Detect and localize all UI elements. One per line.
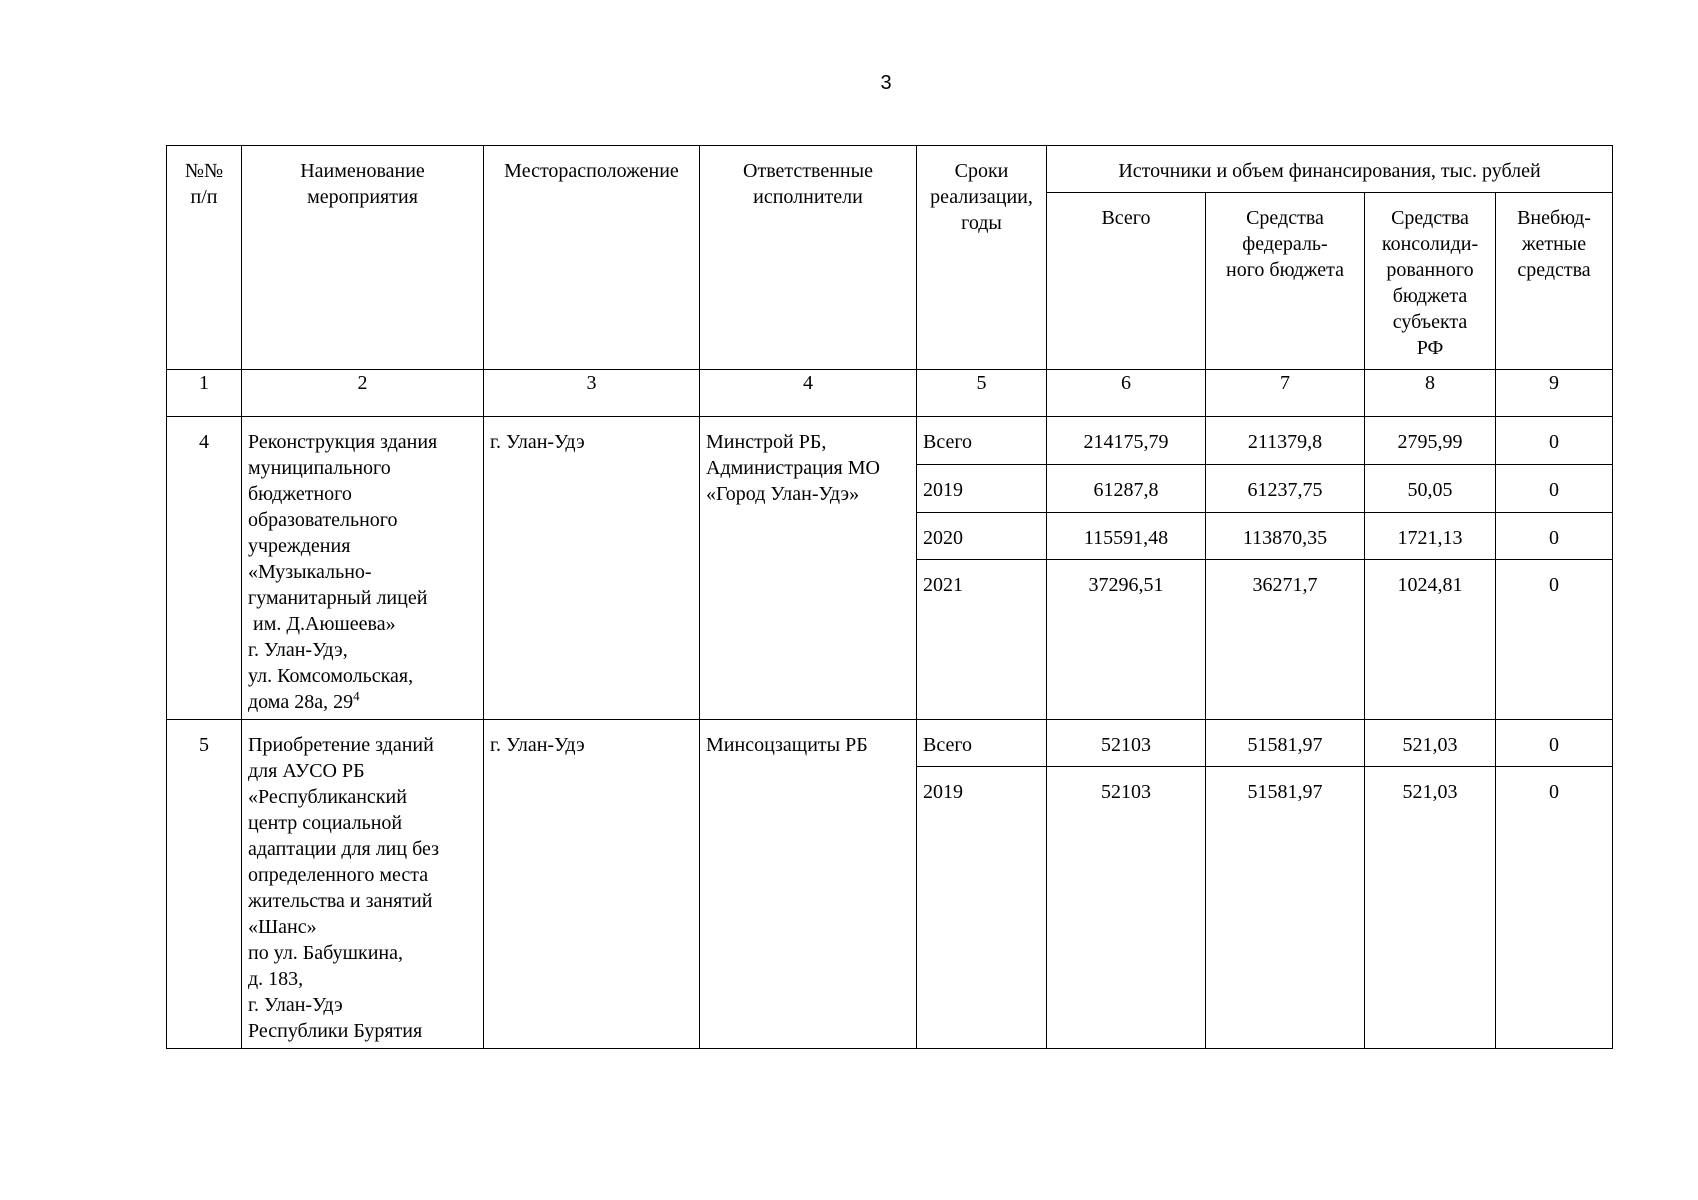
federal-cell: 211379,8 — [1206, 417, 1365, 465]
page-number: 3 — [880, 72, 892, 94]
federal-cell: 51581,97 — [1206, 767, 1365, 1049]
extra-cell: 0 — [1496, 720, 1613, 767]
column-number: 2 — [242, 370, 484, 417]
responsible: Минсоцзащиты РБ — [700, 720, 917, 1049]
federal-cell: 51581,97 — [1206, 720, 1365, 767]
regional-cell: 521,03 — [1365, 720, 1496, 767]
total-cell: 52103 — [1047, 720, 1206, 767]
federal-cell: 113870,35 — [1206, 513, 1365, 560]
regional-cell: 50,05 — [1365, 465, 1496, 513]
header-responsible: Ответственные исполнители — [700, 146, 917, 370]
column-number: 8 — [1365, 370, 1496, 417]
header-extrabudget: Внебюд- жетные средства — [1496, 193, 1613, 370]
column-number: 3 — [484, 370, 700, 417]
column-number: 1 — [167, 370, 242, 417]
total-cell: 37296,51 — [1047, 560, 1206, 720]
column-number: 4 — [700, 370, 917, 417]
header-total: Всего — [1047, 193, 1206, 370]
row-number: 5 — [167, 720, 242, 1049]
header-regional: Средства консолиди- рованного бюджета субъекта РФ — [1365, 193, 1496, 370]
column-number: 5 — [917, 370, 1047, 417]
year-cell: Всего — [917, 417, 1047, 465]
federal-cell: 36271,7 — [1206, 560, 1365, 720]
extra-cell: 0 — [1496, 513, 1613, 560]
table-row — [167, 720, 1613, 767]
federal-cell: 61237,75 — [1206, 465, 1365, 513]
total-cell: 52103 — [1047, 767, 1206, 1049]
extra-cell: 0 — [1496, 417, 1613, 465]
header-federal: Средства федераль- ного бюджета — [1206, 193, 1365, 370]
responsible: Минстрой РБ, Администрация МО «Город Улан-Удэ» — [700, 417, 917, 720]
total-cell: 115591,48 — [1047, 513, 1206, 560]
header-funding-group: Источники и объем финансирования, тыс. рублей — [1047, 146, 1613, 193]
header-terms: Сроки реализации, годы — [917, 146, 1047, 370]
measure-name: Реконструкция здания муниципального бюджетного образовательного учреждения «Музыкально- гуманитарный лицей им. Д.Аюшеева» г. Улан-Удэ, ул. Комсомольская, дома 28а, $29^4$ — [242, 417, 484, 720]
header-num: №№ п/п — [167, 146, 242, 370]
column-number: 7 — [1206, 370, 1365, 417]
header-name: Наименование мероприятия — [242, 146, 484, 370]
year-cell: 2020 — [917, 513, 1047, 560]
row-number: 4 — [167, 417, 242, 720]
table-row — [167, 417, 1613, 465]
extra-cell: 0 — [1496, 465, 1613, 513]
column-number: 9 — [1496, 370, 1613, 417]
extra-cell: 0 — [1496, 560, 1613, 720]
regional-cell: 521,03 — [1365, 767, 1496, 1049]
year-cell: 2021 — [917, 560, 1047, 720]
year-cell: Всего — [917, 720, 1047, 767]
location: г. Улан-Удэ — [484, 417, 700, 720]
total-cell: 214175,79 — [1047, 417, 1206, 465]
regional-cell: 1024,81 — [1365, 560, 1496, 720]
column-number-row — [167, 370, 1613, 417]
column-number: 6 — [1047, 370, 1206, 417]
location: г. Улан-Удэ — [484, 720, 700, 1049]
year-cell: 2019 — [917, 465, 1047, 513]
header-location: Месторасположение — [484, 146, 700, 370]
measure-name: Приобретение зданий для АУСО РБ «Республиканский центр социальной адаптации для лиц без определенного места жительства и занятий «Шанс» по ул. Бабушкина, д. 183, г. Улан-Удэ Республики Бурятия — [242, 720, 484, 1049]
extra-cell: 0 — [1496, 767, 1613, 1049]
year-cell: 2019 — [917, 767, 1047, 1049]
financing-table — [166, 145, 1613, 1049]
regional-cell: 1721,13 — [1365, 513, 1496, 560]
total-cell: 61287,8 — [1047, 465, 1206, 513]
regional-cell: 2795,99 — [1365, 417, 1496, 465]
